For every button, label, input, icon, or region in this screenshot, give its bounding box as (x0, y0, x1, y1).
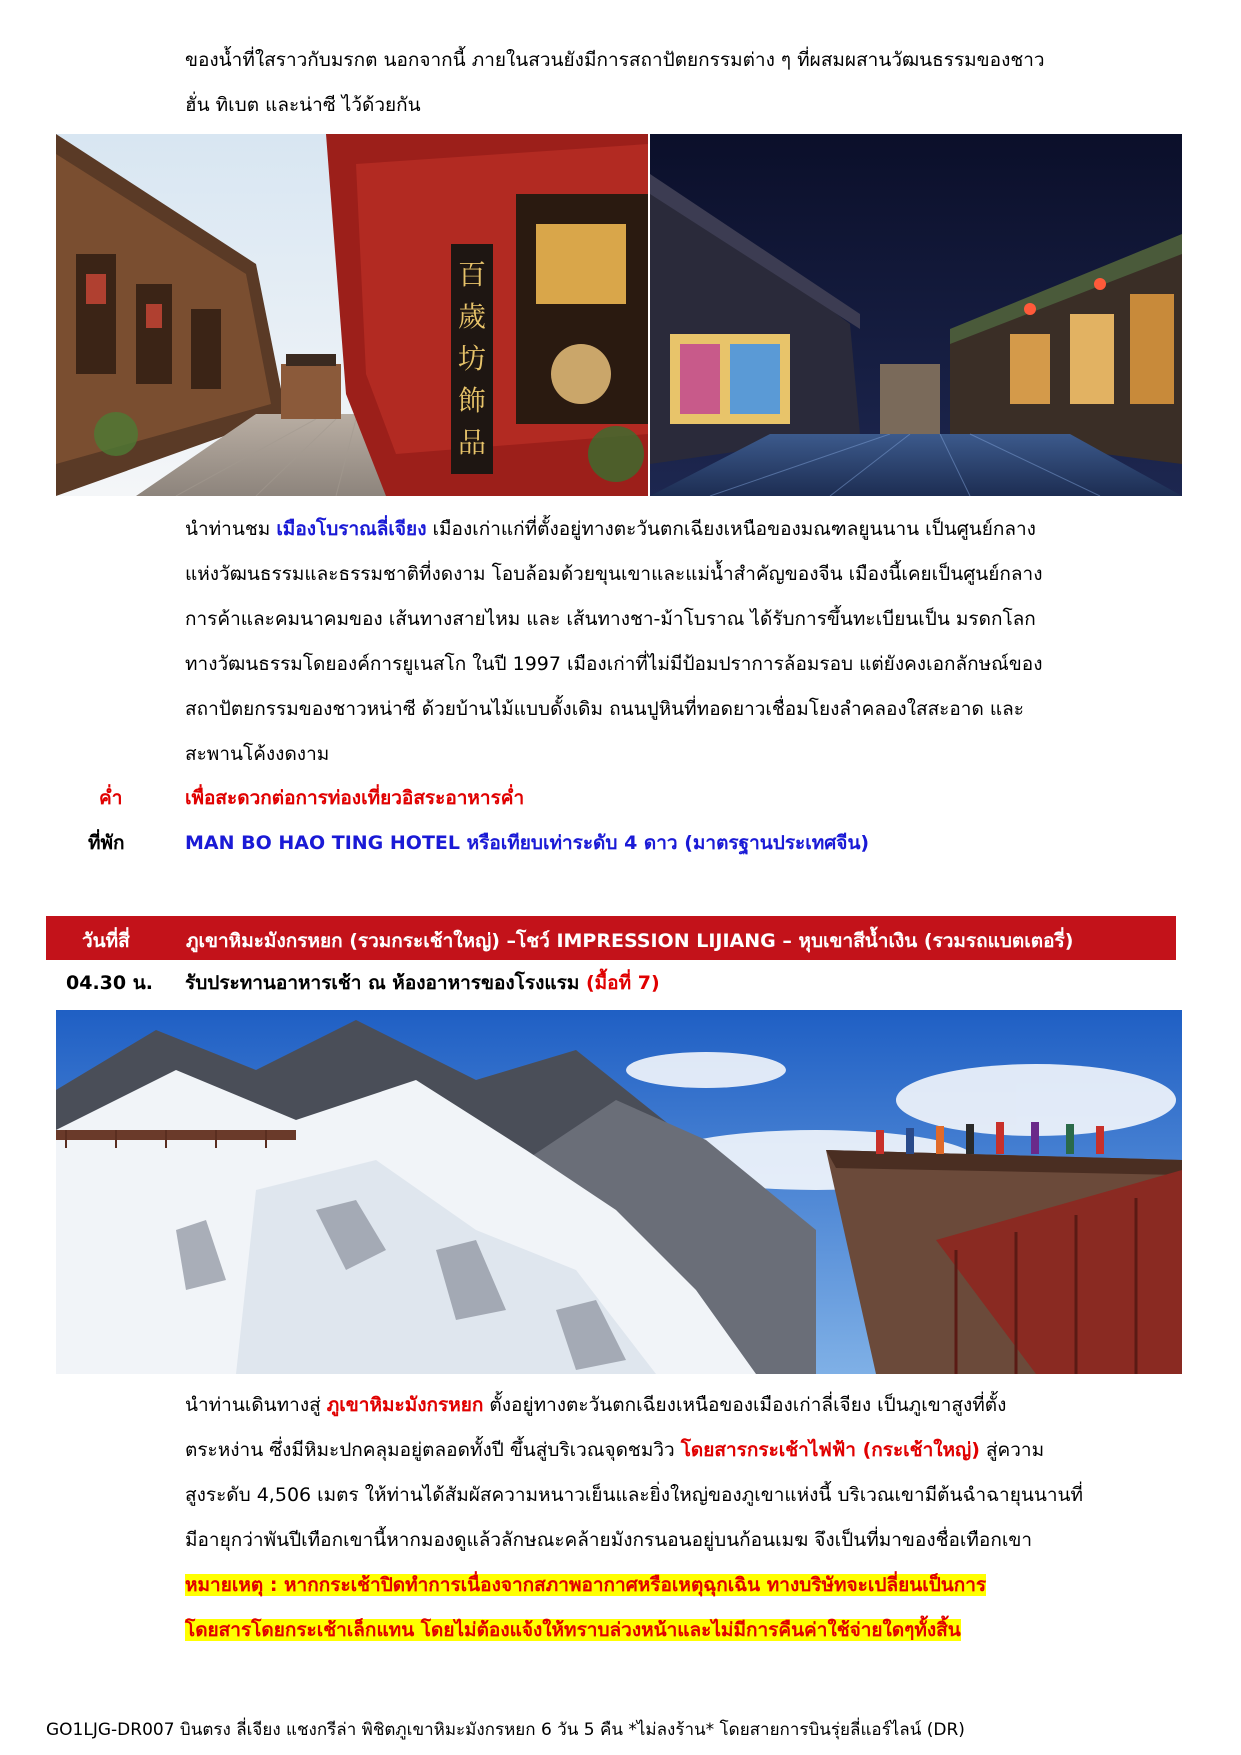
intro-line-2: ฮั่น ทิเบต และน่าซี ไว้ด้วยกัน (185, 94, 421, 116)
mountain-line-4: มีอายุกว่าพันปีเทือกเขานี้หากมองดูแล้วลักษณะคล้ายมังกรนอนอยู่บนก้อนเมฆ จึงเป็นที่มาของชื่อเทือกเขา (185, 1529, 1032, 1551)
old-town-night-photo (650, 134, 1182, 496)
signboard-char-5: 品 (457, 426, 487, 459)
breakfast-meal: (มื้อที่ 7) (585, 972, 660, 994)
mountain-lead: นำท่านเดินทางสู่ (185, 1394, 327, 1416)
dinner-label: ค่ำ (99, 787, 123, 809)
mountain-line-2-a: ตระหง่าน ซึ่งมีหิมะปกคลุมอยู่ตลอดทั้งปี ขึ้นสู่บริเวณจุดชมวิว (185, 1439, 681, 1461)
signboard-char-2: 歲 (457, 300, 487, 333)
old-town-line-3: การค้าและคมนาคมของ เส้นทางสายไหม และ เส้นทางชา-ม้าโบราณ ได้รับการขึ้นทะเบียนเป็น มรดกโลก (185, 608, 1036, 630)
mountain-paragraph (185, 1383, 1165, 1653)
signboard-char-1: 百 (457, 258, 487, 291)
signboard-char-3: 坊 (457, 342, 487, 375)
day-4-label: วันที่สี่ (82, 930, 130, 952)
old-town-line-5: สถาปัตยกรรมของชาวหน่าซี ด้วยบ้านไม้แบบดั้งเดิม ถนนปูหินที่ทอดยาวเชื่อมโยงลำคลองใสสะอาด และ (185, 698, 1024, 720)
note-line-2: โดยสารโดยกระเช้าเล็กแทน โดยไม่ต้องแจ้งให้ทราบล่วงหน้าและไม่มีการคืนค่าใช้จ่ายใดๆทั้งสิ้น (185, 1619, 961, 1641)
old-town-line-1-rest: เมืองเก่าแก่ที่ตั้งอยู่ทางตะวันตกเฉียงเหนือของมณฑลยูนนาน เป็นศูนย์กลาง (426, 518, 1036, 540)
old-town-line-4: ทางวัฒนธรรมโดยองค์การยูเนสโก ในปี 1997 เมืองเก่าที่ไม่มีป้อมปราการล้อมรอบ แต่ยังคงเอกลักษณ์ของ (185, 653, 1043, 675)
intro-paragraph (185, 38, 1165, 128)
note-line-1: หมายเหตุ : หากกระเช้าปิดทำการเนื่องจากสภาพอากาศหรือเหตุฉุกเฉิน ทางบริษัทจะเปลี่ยนเป็นการ (185, 1574, 987, 1596)
day-4-title: ภูเขาหิมะมังกรหยก (รวมกระเช้าใหญ่) –โชว์ IMPRESSION LIJIANG – หุบเขาสีน้ำเงิน (รวมรถแบตเตอรี่) (186, 930, 1074, 952)
breakfast-row (185, 968, 660, 998)
old-town-paragraph (185, 507, 1165, 777)
old-town-highlight: เมืองโบราณลี่เจียง (276, 518, 427, 540)
mountain-highlight: ภูเขาหิมะมังกรหยก (326, 1394, 484, 1416)
snow-mountain-photo (56, 1010, 1182, 1374)
mountain-line-2-b: สู่ความ (979, 1439, 1045, 1461)
old-town-line-6: สะพานโค้งงดงาม (185, 743, 330, 765)
old-town-day-photo (56, 134, 648, 496)
hotel-text: MAN BO HAO TING HOTEL หรือเทียบเท่าระดับ 4 ดาว (มาตรฐานประเทศจีน) (185, 832, 870, 854)
mountain-line-1-rest: ตั้งอยู่ทางตะวันตกเฉียงเหนือของเมืองเก่าลี่เจียง เป็นภูเขาสูงที่ตั้ง (483, 1394, 1007, 1416)
mountain-line-3: สูงระดับ 4,506 เมตร ให้ท่านได้สัมผัสความหนาวเย็นและยิ่งใหญ่ของภูเขาแห่งนี้ บริเวณเขามีต้นฉำฉายุนนานที่ (185, 1484, 1084, 1506)
cable-car-highlight: โดยสารกระเช้าไฟฟ้า (กระเช้าใหญ่) (680, 1439, 980, 1461)
dinner-text: เพื่อสะดวกต่อการท่องเที่ยวอิสระอาหารค่ำ (185, 787, 525, 809)
page-footer: GO1LJG-DR007 บินตรง ลี่เจียง แชงกรีล่า พิชิตภูเขาหิมะมังกรหยก 6 วัน 5 คืน *ไม่ลงร้าน* โดยสายการบินรุ่ยลี่แอร์ไลน์ (DR) (46, 1720, 965, 1740)
old-town-line-2: แห่งวัฒนธรรมและธรรมชาติที่งดงาม โอบล้อมด้วยขุนเขาและแม่น้ำสำคัญของจีน เมืองนี้เคยเป็นศูนย์กลาง (185, 563, 1043, 585)
hotel-label: ที่พัก (88, 832, 125, 854)
breakfast-time: 04.30 น. (66, 972, 153, 994)
breakfast-text: รับประทานอาหารเช้า ณ ห้องอาหารของโรงแรม (185, 972, 586, 994)
intro-line-1: ของน้ำที่ใสราวกับมรกต นอกจากนี้ ภายในสวนยังมีการสถาปัตยกรรมต่าง ๆ ที่ผสมผสานวัฒนธรรมของชาว (185, 49, 1045, 71)
day-4-header (46, 916, 1176, 960)
signboard-char-4: 飾 (457, 384, 487, 417)
old-town-lead: นำท่านชม (185, 518, 277, 540)
